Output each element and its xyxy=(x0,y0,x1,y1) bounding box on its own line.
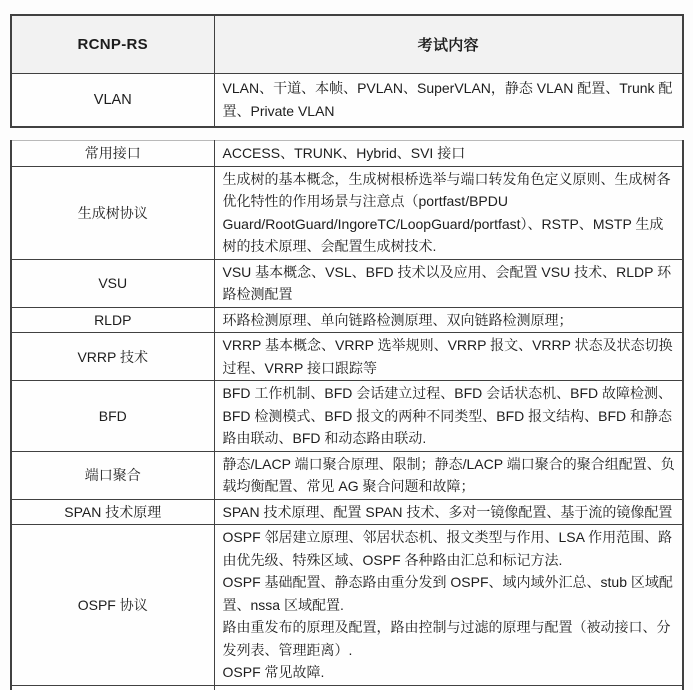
content-cell xyxy=(214,166,683,259)
content-paragraph: 生成树的基本概念，生成树根桥选举与端口转发角色定义原则、生成树各优化特性的作用场景与注意点（portfast/BPDU Guard/RootGuard/IngoreTC/LoopGuard/portfast）、RSTP、MSTP 生成树的技术原理、会配置生成树技术. xyxy=(222,170,671,254)
content-paragraph: ACCESS、TRUNK、Hybrid、SVI 接口 xyxy=(222,145,466,161)
content-cell xyxy=(214,381,683,452)
table-row-cutoff xyxy=(11,685,683,690)
content-paragraph: OSPF 基础配置、静态路由重分发到 OSPF、域内域外汇总、stub 区域配置、nssa 区域配置. xyxy=(222,574,673,613)
column-header-topic: RCNP-RS xyxy=(11,15,214,74)
content-cell xyxy=(214,333,683,381)
topic-cell: VLAN xyxy=(11,74,214,128)
content-paragraph: BFD 工作机制、BFD 会话建立过程、BFD 会话状态机、BFD 故障检测、BFD 检测模式、BFD 报文的两种不同类型、BFD 报文结构、BFD 和静态路由联动、BFD 和动态路由联动. xyxy=(222,385,673,446)
topic-cell: 端口聚合 xyxy=(11,451,214,499)
header-row xyxy=(11,15,683,74)
content-cell xyxy=(214,259,683,307)
table-row xyxy=(11,525,683,686)
content-cell xyxy=(214,307,683,333)
table-row xyxy=(11,307,683,333)
table-row xyxy=(11,259,683,307)
topic-cell: BFD xyxy=(11,381,214,452)
table-row xyxy=(11,333,683,381)
table-row xyxy=(11,74,683,128)
content-paragraph: VRRP 基本概念、VRRP 选举规则、VRRP 报文、VRRP 状态及状态切换过程、VRRP 接口跟踪等 xyxy=(222,337,673,376)
content-cell xyxy=(214,685,683,690)
topic-cell: SPAN 技术原理 xyxy=(11,499,214,525)
content-cell xyxy=(214,451,683,499)
content-paragraph: 路由重发布的原理及配置，路由控制与过滤的原理与配置（被动接口、分发列表、管理距离）. xyxy=(222,619,671,658)
topic-cell: RLDP xyxy=(11,307,214,333)
table-row xyxy=(11,166,683,259)
topic-cell: 生成树协议 xyxy=(11,166,214,259)
topic-cell: VRRP 技术 xyxy=(11,333,214,381)
syllabus-table-header-section xyxy=(10,14,684,128)
topic-cell: 常用接口 xyxy=(11,141,214,167)
content-paragraph: 环路检测原理、单向链路检测原理、双向链路检测原理； xyxy=(222,311,573,328)
topic-cell xyxy=(11,685,214,690)
content-cell xyxy=(214,525,683,686)
content-paragraph: VLAN、干道、本帧、PVLAN、SuperVLAN，静态 VLAN 配置、Trunk 配置、Private VLAN xyxy=(222,80,673,119)
content-paragraph: 静态/LACP 端口聚合原理、限制；静态/LACP 端口聚合的聚合组配置、负载均衡配置、常见 AG 聚合问题和故障； xyxy=(222,455,675,494)
content-paragraph: OSPF 邻居建立原理、邻居状态机、报文类型与作用、LSA 作用范围、路由优先级、特殊区域、OSPF 各种路由汇总和标记方法. xyxy=(222,529,673,568)
content-paragraph: VSU 基本概念、VSL、BFD 技术以及应用、会配置 VSU 技术、RLDP 环路检测配置 xyxy=(222,263,672,302)
content-cell xyxy=(214,499,683,525)
table-row xyxy=(11,499,683,525)
table-row xyxy=(11,381,683,452)
syllabus-table-body-section xyxy=(10,140,684,690)
topic-cell: OSPF 协议 xyxy=(11,525,214,686)
table-row xyxy=(11,451,683,499)
column-header-content: 考试内容 xyxy=(214,15,683,74)
content-cell xyxy=(214,74,683,128)
content-cell xyxy=(214,141,683,167)
content-paragraph: SPAN 技术原理、配置 SPAN 技术、多对一镜像配置、基于流的镜像配置 xyxy=(222,503,673,520)
content-paragraph: OSPF 常见故障. xyxy=(222,664,325,680)
table-row xyxy=(11,141,683,167)
topic-cell: VSU xyxy=(11,259,214,307)
